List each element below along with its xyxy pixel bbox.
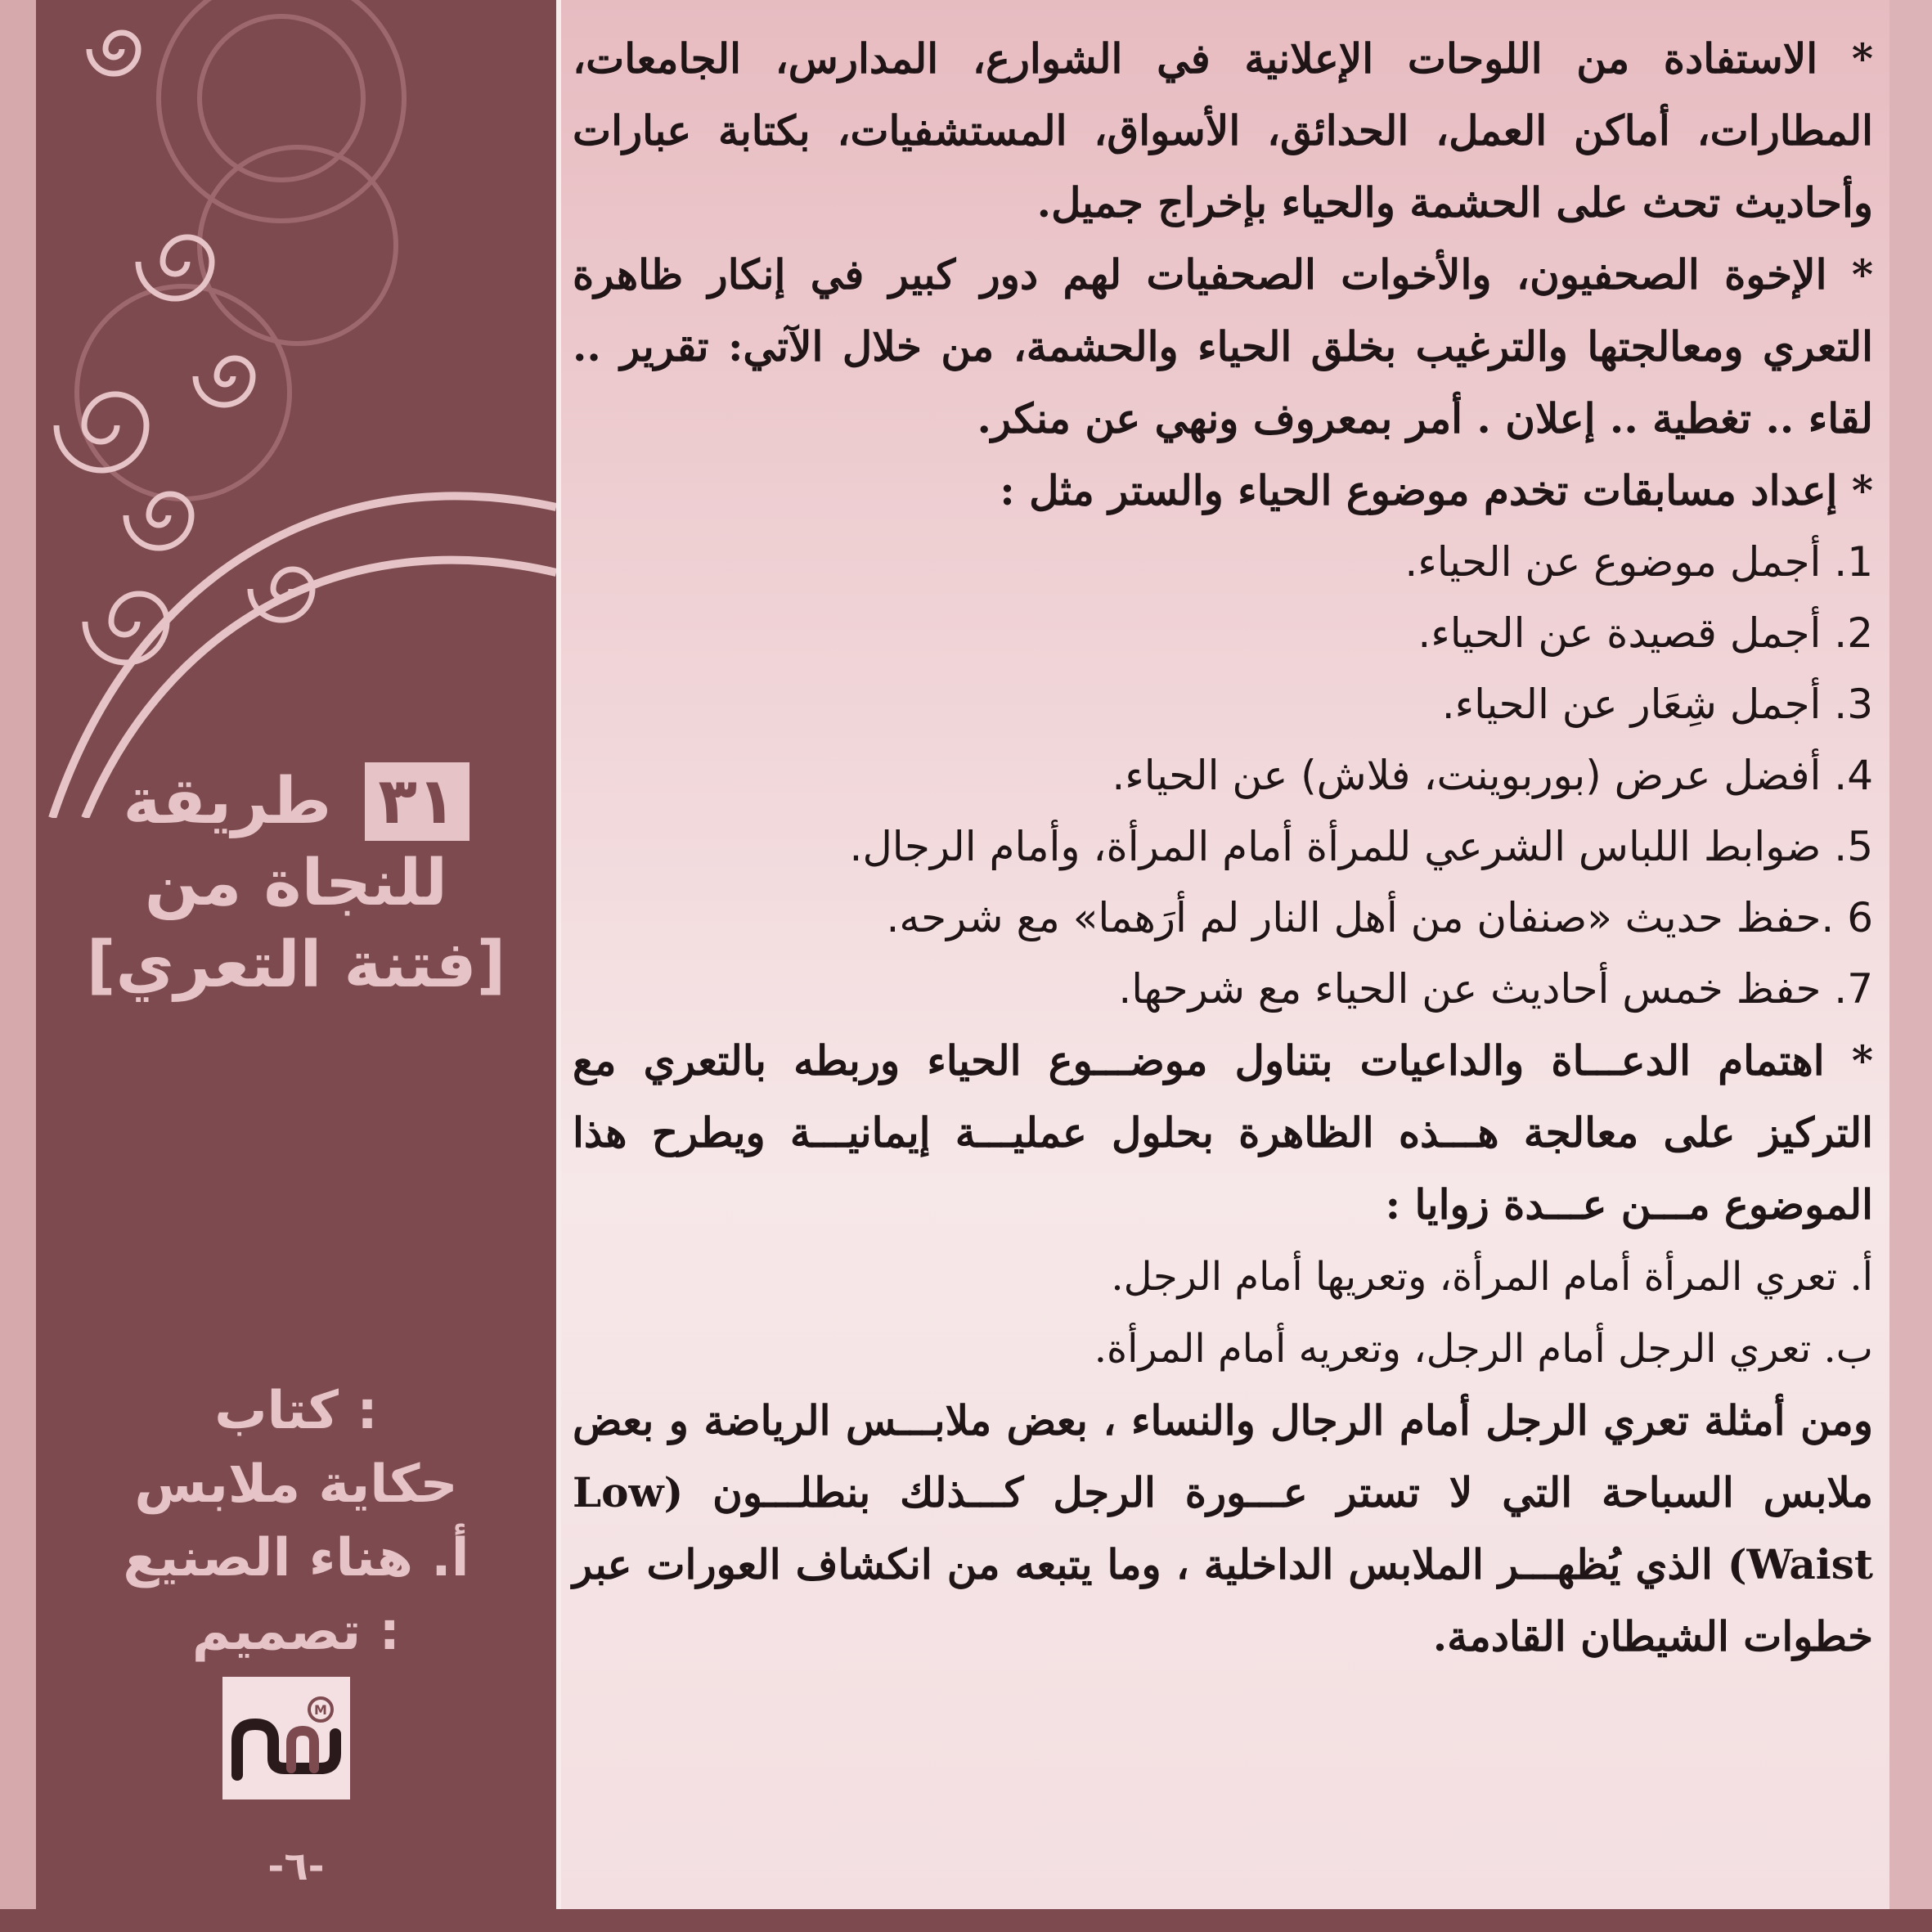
title-number-badge: ٣١	[365, 762, 469, 841]
title-line-2: للنجاة من	[144, 847, 448, 920]
svg-text:M: M	[314, 1702, 327, 1718]
credit-book-name: حكاية ملابس	[134, 1454, 458, 1515]
paragraph-billboards: * الاستفادة من اللوحات الإعلانية في الشوارع، المدارس، الجامعات، المطارات، أماكن العمل، الحدائق، الأسواق، المستشفيات، بكتابة عبارات وأحاديث تحث على الحشمة والحياء بإخراج جميل.	[573, 34, 1873, 227]
title-word: طريقة	[123, 765, 332, 838]
list-item: 5. ضوابط اللباس الشرعي للمرأة أمام المرأة، وأمام الرجال.	[849, 823, 1873, 870]
content-panel	[556, 0, 1889, 1909]
bottom-border-strip	[0, 1909, 1932, 1932]
list-item: 6 .حفظ حديث «صنفان من أهل النار لم أرَهما» مع شرحه.	[886, 894, 1873, 941]
left-border-strip	[0, 0, 36, 1932]
sidebar	[36, 0, 556, 1932]
sub-item: ب. تعري الرجل أمام الرجل، وتعريه أمام المرأة.	[1094, 1326, 1873, 1372]
swirl-decoration	[36, 0, 556, 818]
page-number: -٦-	[267, 1844, 325, 1889]
credit-design-label: تصميم :	[191, 1602, 401, 1662]
right-border-strip	[1889, 0, 1932, 1932]
credit-author: أ. هناء الصنيع	[123, 1528, 470, 1588]
list-item: 2. أجمل قصيدة عن الحياء.	[1418, 609, 1873, 657]
list-item: 4. أفضل عرض (بوربوينت، فلاش) عن الحياء.	[1112, 752, 1873, 799]
list-item: 7. حفظ خمس أحاديث عن الحياء مع شرحها.	[1118, 965, 1873, 1013]
sub-item: أ. تعري المرأة أمام المرأة، وتعريها أمام الرجل.	[1111, 1254, 1873, 1300]
list-item: 3. أجمل شِعَار عن الحياء.	[1441, 681, 1873, 728]
book-credits	[36, 1374, 556, 1669]
paragraph-competitions: * إعداد مسابقات تخدم موضوع الحياء والستر مثل :	[1000, 466, 1873, 514]
content-body	[573, 23, 1873, 1673]
credit-book-label: كتاب :	[214, 1381, 378, 1441]
paragraph-examples: ومن أمثلة تعري الرجل أمام الرجال والنساء ، بعض ملابـــس الرياضة و بعض ملابس السباحة التي لا تستر عـــورة الرجل كـــذلك بنطلـــون (Low Waist) الذي يُظهـــر الملابس الداخلية ، وما يتبعه من انكشاف العورات عبر خطوات الشيطان القادمة.	[573, 1396, 1873, 1660]
book-section-title	[36, 761, 556, 1006]
paragraph-preachers: * اهتمام الدعـــاة والداعيات بتناول موضـــوع الحياء وربطه بالتعري مع التركيز على معالجة هـــذه الظاهرة بحلول عمليـــة إيمانيـــة ويطرح هذا الموضوع مـــن عـــدة زوايا :	[573, 1036, 1873, 1229]
title-line-3: [فتنة التعري]	[86, 928, 506, 1002]
list-item: 1. أجمل موضوع عن الحياء.	[1404, 538, 1873, 586]
paragraph-journalists: * الإخوة الصحفيون، والأخوات الصحفيات لهم دور كبير في إنكار ظاهرة التعري ومعالجتها والترغيب بخلق الحياء والحشمة، من خلال الآتي: تقرير .. لقاء .. تغطية .. إعلان . أمر بمعروف ونهي عن منكر.	[573, 250, 1873, 443]
designer-logo	[222, 1677, 350, 1799]
